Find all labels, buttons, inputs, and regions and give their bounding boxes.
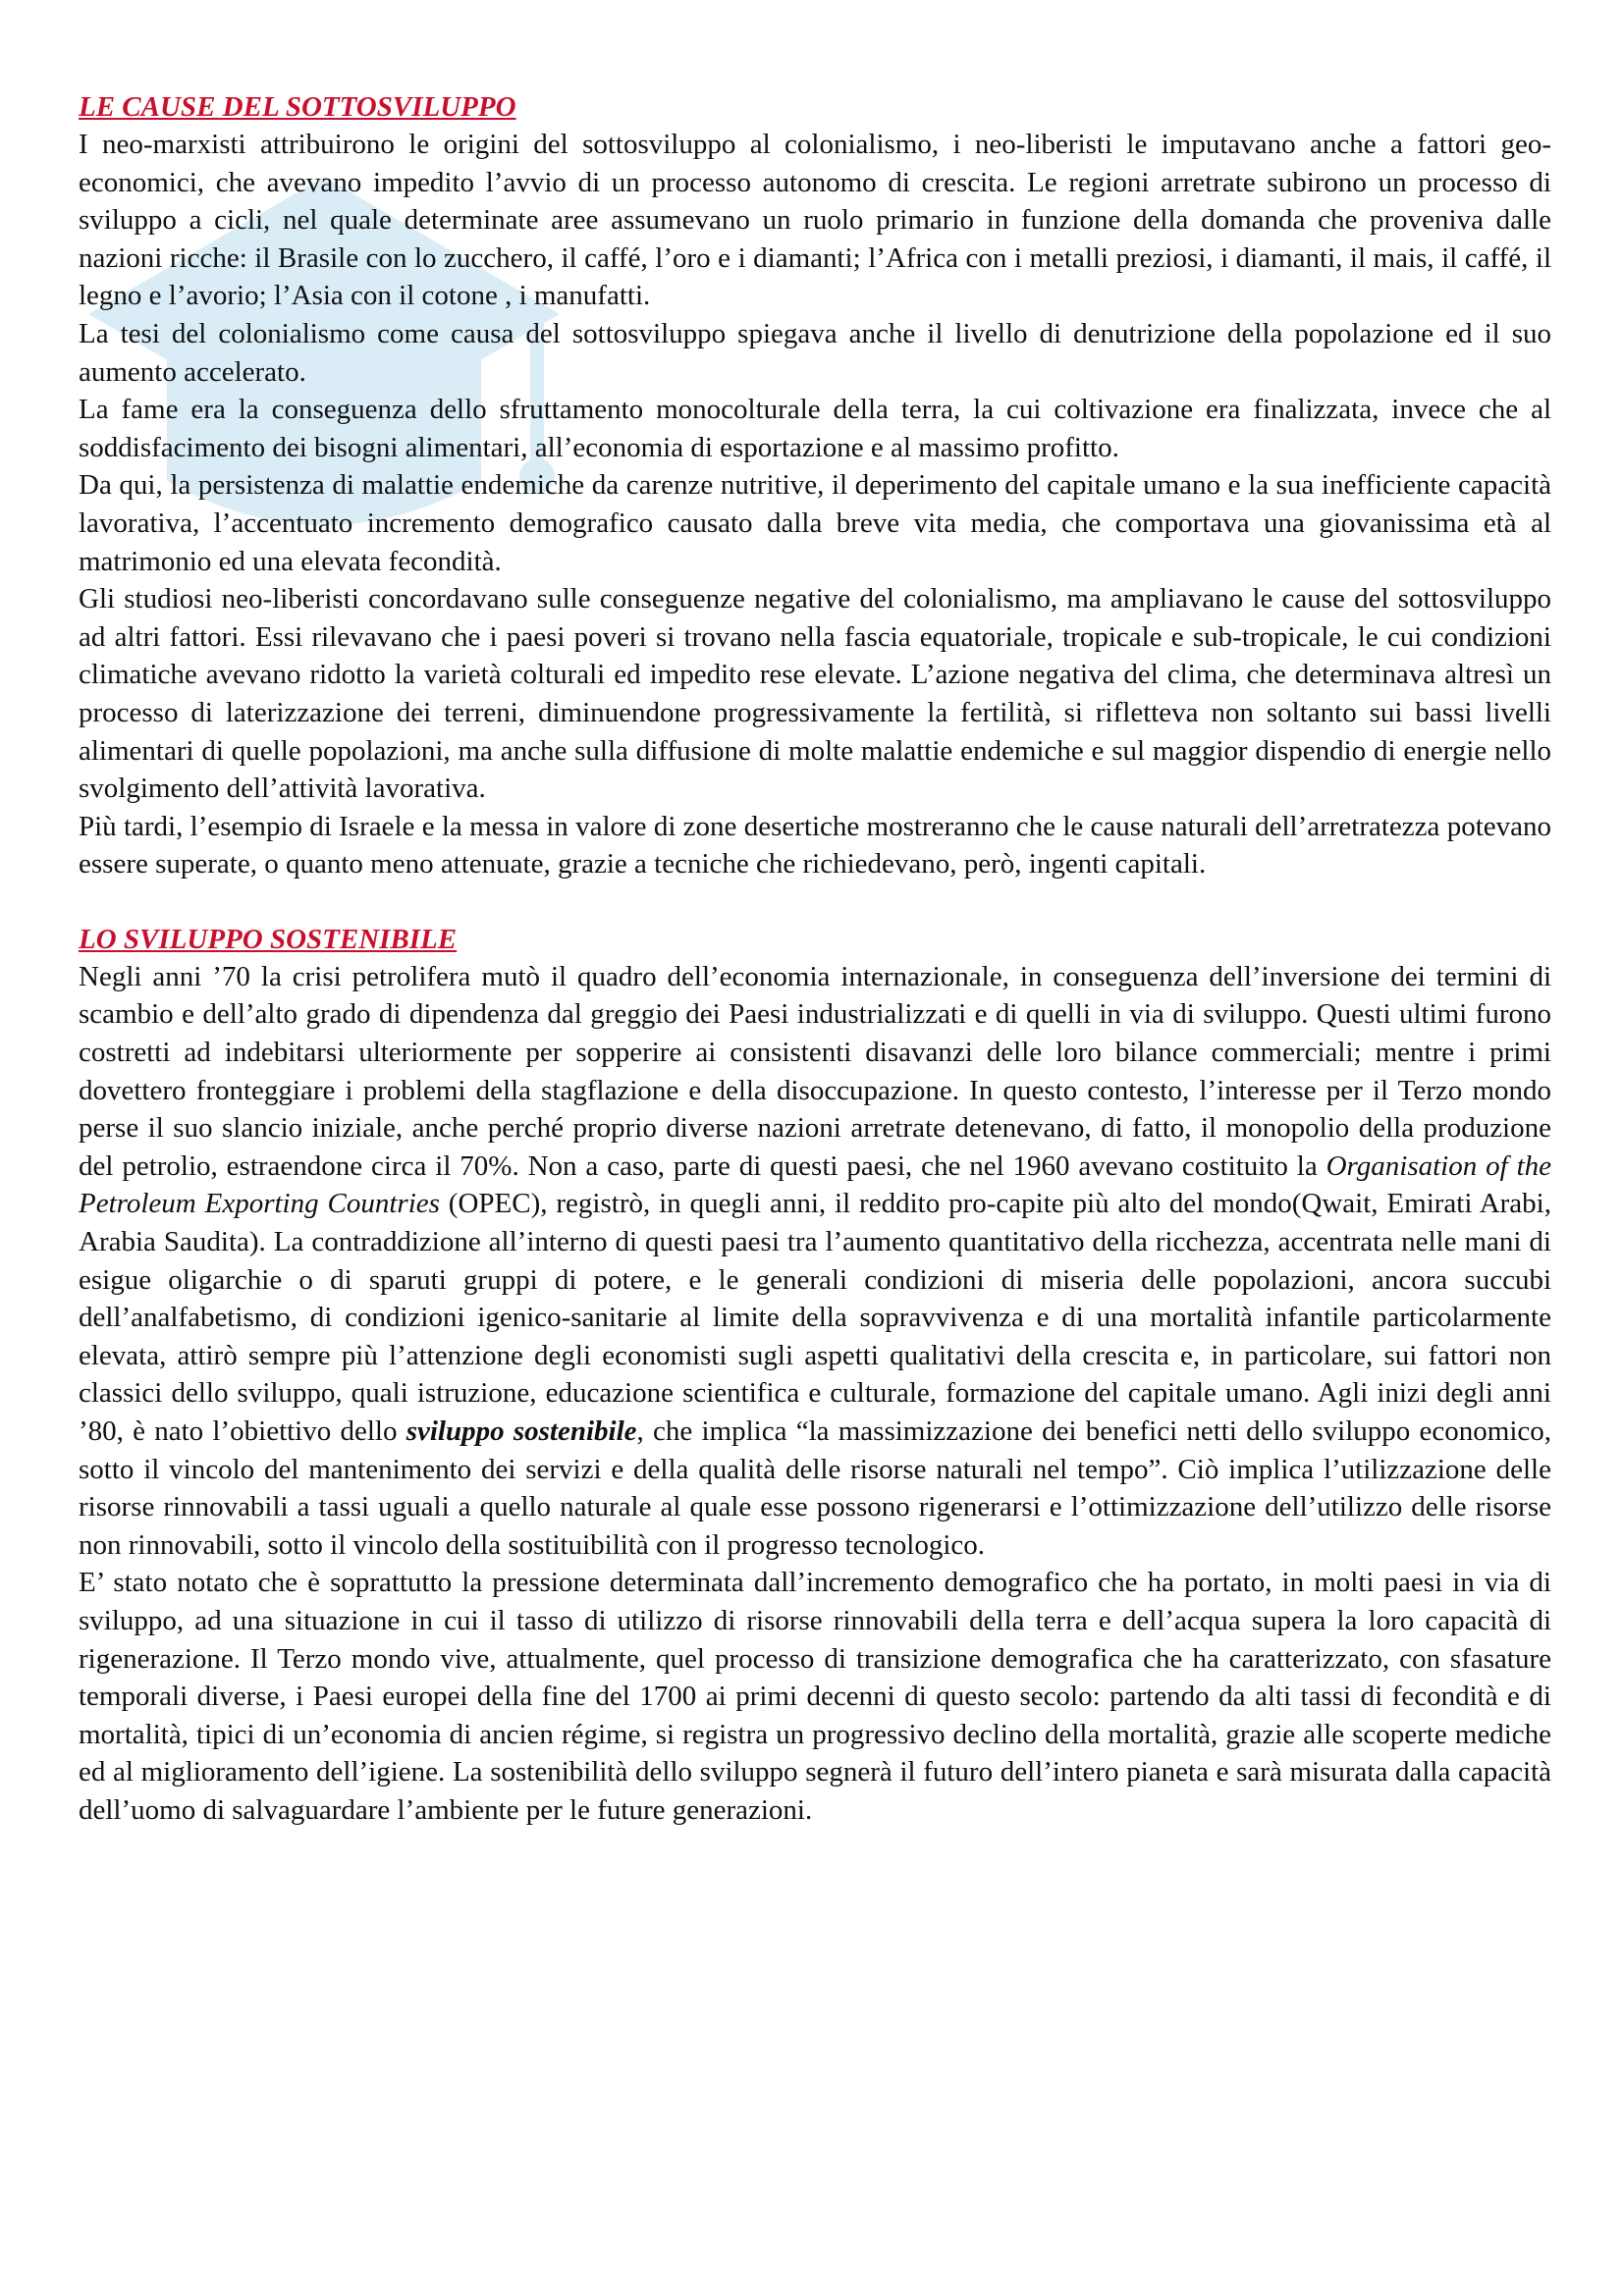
section-spacer	[79, 883, 1551, 921]
paragraph: E’ stato notato che è soprattutto la pressione determinata dall’incremento demografico che ha portato, in molti paesi in via di sviluppo, ad una situazione in cui il tasso di utilizzo di risorse rinnovabili della terra e dell’acqua supera la loro capacità di rigenerazione. Il Terzo mondo vive, attualmente, quel processo di transizione demografica che ha caratterizzato, con sfasature temporali diverse, i Paesi europei della fine del 1700 ai primi decenni di questo secolo: partendo da alti tassi di fecondità e di mortalità, tipici di un’economia di ancien régime, si registra un progressivo declino della mortalità, grazie alle scoperte mediche ed al miglioramento dell’igiene. La sostenibilità dello sviluppo segnerà il futuro dell’intero pianeta e sarà misurata dalla capacità dell’uomo di salvaguardare l’ambiente per le future generazioni.	[79, 1567, 1551, 1826]
paragraph: La fame era la conseguenza dello sfruttamento monocolturale della terra, la cui coltivazione era finalizzata, invece che al soddisfacimento dei bisogni alimentari, all’economia di esportazione e al massimo profitto.	[79, 394, 1551, 463]
paragraph: I neo-marxisti attribuirono le origini del sottosviluppo al colonialismo, i neo-liberisti le imputavano anche a fattori geo-economici, che avevano impedito l’avvio di un processo autonomo di crescita. Le regioni arretrate subirono un processo di sviluppo a cicli, nel quale determinate aree assumevano un ruolo primario in funzione della domanda che proveniva dalle nazioni ricche: il Brasile con lo zucchero, il caffé, l’oro e i diamanti; l’Africa con i metalli preziosi, i diamanti, il mais, il caffé, il legno e l’avorio; l’Asia con il cotone , i manufatti.	[79, 129, 1551, 312]
paragraph: Gli studiosi neo-liberisti concordavano sulle conseguenze negative del colonialismo, ma ampliavano le cause del sottosviluppo ad altri fattori. Essi rilevavano che i paesi poveri si trovano nella fascia equatoriale, tropicale e sub-tropicale, le cui condizioni climatiche avevano ridotto la varietà colturali ed impedito rese elevate. L’azione negativa del clima, che determinava altresì un processo di laterizzazione dei terreni, diminuendone progressivamente la fertilità, si rifletteva non soltanto sui bassi livelli alimentari di quelle popolazioni, ma anche sulla diffusione di molte malattie endemiche e sul maggior dispendio di energie nello svolgimento dell’attività lavorativa.	[79, 583, 1551, 805]
paragraph: Più tardi, l’esempio di Israele e la messa in valore di zone desertiche mostreranno che le cause naturali dell’arretratezza potevano essere superate, o quanto meno attenuate, grazie a tecniche che richiedevano, però, ingenti capitali.	[79, 810, 1551, 881]
paragraph-bold-italic-text: sviluppo sostenibile	[406, 1415, 637, 1447]
paragraph: Da qui, la persistenza di malattie endemiche da carenze nutritive, il deperimento del capitale umano e la sua inefficiente capacità lavorativa, l’accentuato incremento demografico causato dalla breve vita media, che comportava una giovanissima età al matrimonio ed una elevata fecondità.	[79, 469, 1551, 577]
section-title-cause: LE CAUSE DEL SOTTOSVILUPPO	[79, 91, 516, 123]
paragraph-italic-text: Organisation of the Petroleum Exporting Countries	[79, 1149, 1551, 1220]
paragraph-text: (OPEC), registrò, in quegli anni, il reddito pro-capite più alto del mondo(Qwait, Emirati Arabi, Arabia Saudita). La contraddizione all’interno di questi paesi tra l’aumento quantitativo della ricchezza, accentrata nelle mani di esigue oligarchie o di sparuti gruppi di potere, e le generali condizioni di miseria delle popolazioni, ancora succubi dell’analfabetismo, di condizioni igenico-sanitarie al limite della sopravvivenza e di una mortalità infantile particolarmente elevata, attirò sempre più l’attenzione degli economisti sugli aspetti qualitativi della crescita e, in particolare, sui fattori non classici dello sviluppo, quali istruzione, educazione scientifica e culturale, formazione del capitale umano. Agli inizi degli anni ’80, è nato l’obiettivo dello	[79, 1188, 1551, 1447]
paragraph-text: , che implica “la massimizzazione dei benefici netti dello sviluppo economico, sotto il vincolo del mantenimento dei servizi e della qualità delle risorse naturali nel tempo”. Ciò implica l’utilizzazione delle risorse rinnovabili a tassi uguali a quello naturale al quale esse possono rigenerarsi e l’ottimizzazione dell’utilizzo delle risorse non rinnovabili, sotto il vincolo della sostituibilità con il progresso tecnologico.	[79, 1415, 1551, 1561]
paragraph: La tesi del colonialismo come causa del sottosviluppo spiegava anche il livello di denutrizione della popolazione ed il suo aumento accelerato.	[79, 317, 1551, 388]
paragraph-text: Negli anni ’70 la crisi petrolifera mutò il quadro dell’economia internazionale, in conseguenza dell’inversione dei termini di scambio e dell’alto grado di dipendenza dal greggio dei Paesi industrializzati e di quelli in via di sviluppo. Questi ultimi furono costretti ad indebitarsi ulteriormente per sopperire ai consistenti disavanzi delle loro bilance commerciali; mentre i primi dovettero fronteggiare i problemi della stagflazione e della disoccupazione. In questo contesto, l’interesse per il Terzo mondo perse il suo slancio iniziale, anche perché proprio diverse nazioni arretrate detenevano, di fatto, il monopolio della produzione del petrolio, estraendone circa il 70%. Non a caso, parte di questi paesi, che nel 1960 avevano costituito la	[79, 960, 1551, 1182]
paragraph	[79, 958, 1551, 1565]
section-title-sostenibile: LO SVILUPPO SOSTENIBILE	[79, 923, 458, 955]
document-page	[79, 88, 1551, 1830]
